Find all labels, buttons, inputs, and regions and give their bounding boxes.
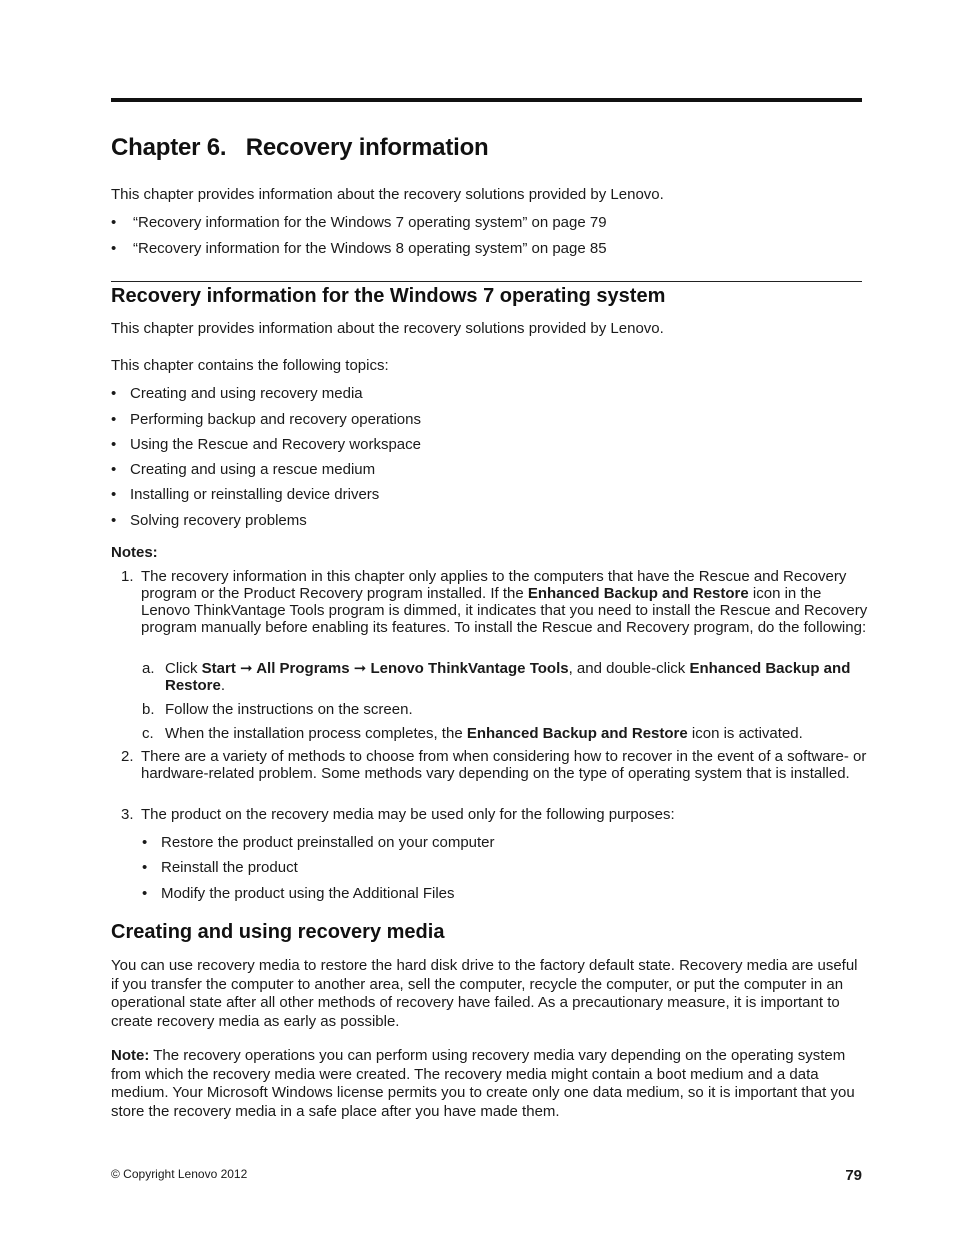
note-text-part: icon in the Lenovo ThinkVantage Tools program is dimmed, it indicates that you need to install the Rescue and Recovery program manually before enabling its features. To install the Rescue and Recovery program, do the following: — [141, 585, 868, 636]
bullet-icon: • — [111, 486, 117, 503]
chapter-top-rule — [111, 98, 862, 102]
subsection-paragraph: You can use recovery media to restore the hard disk drive to the factory default state. Recovery media are useful if you transfer the computer to another area, sell the computer, recycle the computer, or put the computer in an operational state after all other methods of recovery have failed. As a precautionary measure, it is important to create recovery media as early as possible. — [111, 957, 858, 1031]
bullet-icon: • — [111, 436, 117, 453]
note-text: The product on the recovery media may be used only for the following purposes: — [141, 806, 675, 823]
step-text-part: , and double-click — [568, 660, 690, 677]
bullet-icon: • — [111, 461, 117, 478]
copyright: © Copyright Lenovo 2012 — [111, 1167, 248, 1181]
bullet-icon: • — [142, 885, 148, 902]
topic-label: Solving recovery problems — [130, 512, 307, 529]
bullet-icon: • — [111, 385, 117, 402]
purpose-label: Modify the product using the Additional Files — [161, 885, 455, 902]
section-rule — [111, 281, 862, 282]
arrow-icon: ➞ — [235, 660, 257, 677]
bullet-icon: • — [111, 240, 117, 257]
topic-label: Performing backup and recovery operations — [130, 411, 421, 428]
note-text — [141, 568, 872, 636]
subsection-title: Creating and using recovery media — [111, 921, 445, 943]
step-letter: c. — [142, 725, 154, 742]
note-bold: Enhanced Backup and Restore — [527, 585, 749, 602]
note-number: 1. — [121, 568, 134, 585]
step-bold: Enhanced Backup and Restore — [165, 660, 851, 694]
chapter-intro: This chapter provides information about the recovery solutions provided by Lenovo. — [111, 186, 664, 203]
note-text: There are a variety of methods to choose from when considering how to recover in the event of a software- or hardware-related problem. Some methods vary depending on the type of operating system that is installed. — [141, 748, 867, 782]
page-number: 79 — [845, 1167, 862, 1184]
section-intro: This chapter provides information about the recovery solutions provided by Lenovo. — [111, 320, 664, 337]
bullet-icon: • — [111, 512, 117, 529]
purpose-label: Reinstall the product — [161, 859, 298, 876]
step-text: Follow the instructions on the screen. — [165, 701, 413, 718]
topic-label: Using the Rescue and Recovery workspace — [130, 436, 421, 453]
step-letter: b. — [142, 701, 155, 718]
document-page — [111, 0, 868, 1235]
section-title: Recovery information for the Windows 7 operating system — [111, 285, 666, 307]
topic-label: Creating and using a rescue medium — [130, 461, 376, 478]
bullet-icon: • — [142, 859, 148, 876]
note-number: 3. — [121, 806, 134, 823]
bullet-icon: • — [111, 214, 117, 231]
step-text-part: Click — [165, 660, 202, 677]
note-number: 2. — [121, 748, 134, 765]
toc-link[interactable]: “Recovery information for the Windows 8 operating system” on page 85 — [133, 240, 607, 257]
arrow-icon: ➞ — [349, 660, 371, 677]
note-body: The recovery operations you can perform using recovery media vary depending on the operating system from which the recovery media were created. The recovery media might contain a boot medium and a data medium. Your Microsoft Windows license permits you to create only one data medium, so it is important that you store the recovery media in a safe place after you have made them. — [111, 1047, 855, 1121]
note-label: Note: — [111, 1047, 150, 1064]
purpose-label: Restore the product preinstalled on your computer — [161, 834, 495, 851]
note-text-part: The recovery information in this chapter only applies to the computers that have the Rescue and Recovery program or the Product Recovery program installed. If the — [141, 568, 847, 602]
notes-label: Notes: — [111, 544, 158, 561]
step-bold: Enhanced Backup and Restore — [466, 725, 688, 742]
topic-label: Creating and using recovery media — [130, 385, 363, 402]
step-letter: a. — [142, 660, 155, 677]
topics-intro: This chapter contains the following topics: — [111, 357, 389, 374]
bullet-icon: • — [111, 411, 117, 428]
chapter-title: Chapter 6. Recovery information — [111, 134, 489, 161]
step-text-part: . — [220, 677, 226, 694]
step-bold: All Programs — [256, 660, 350, 677]
step-text — [165, 660, 865, 694]
note-paragraph — [111, 1047, 862, 1122]
step-bold: Start — [201, 660, 236, 677]
step-text-part: When the installation process completes, the — [165, 725, 467, 742]
step-text — [165, 725, 865, 742]
bullet-icon: • — [142, 834, 148, 851]
step-text-part: icon is activated. — [687, 725, 803, 742]
toc-link[interactable]: “Recovery information for the Windows 7 operating system” on page 79 — [133, 214, 607, 231]
step-bold: Lenovo ThinkVantage Tools — [370, 660, 569, 677]
topic-label: Installing or reinstalling device drivers — [130, 486, 380, 503]
